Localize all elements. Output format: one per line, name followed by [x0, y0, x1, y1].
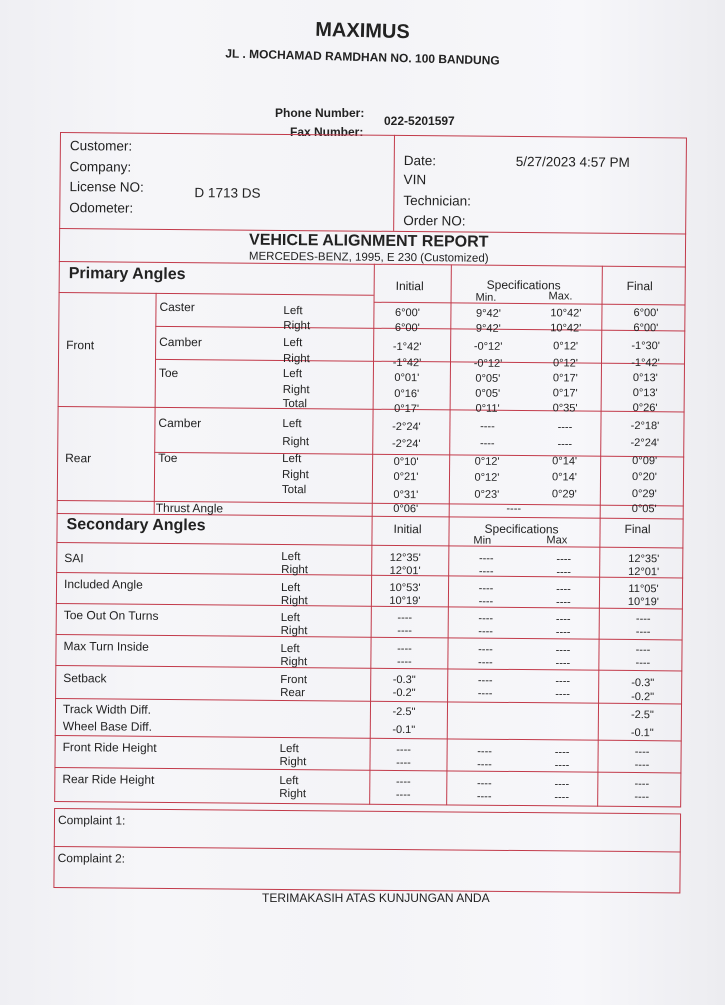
value-cell: -0°12'	[473, 340, 503, 353]
value-cell: 12°01'	[628, 565, 660, 579]
primary-angles-title: Primary Angles	[68, 265, 186, 284]
side-right: Right	[282, 352, 310, 366]
value-cell: ----	[478, 612, 494, 625]
side-right: Right	[280, 624, 308, 638]
value-cell: 10°19'	[627, 595, 659, 609]
value-cell: 0°09'	[632, 455, 658, 468]
col-min-2: Min	[473, 534, 492, 547]
side-left: Left	[283, 304, 303, 318]
value-cell: ----	[634, 746, 650, 759]
value-cell: 12°35'	[628, 552, 660, 566]
value-cell: 0°12'	[553, 340, 579, 353]
side-total: Total	[282, 397, 307, 411]
value-cell: ----	[396, 756, 411, 770]
side-right: Right	[282, 435, 310, 449]
value-cell: ----	[554, 746, 570, 759]
value-cell: ----	[635, 657, 651, 670]
value-cell: -0.2"	[631, 691, 655, 704]
side-left: Left	[282, 367, 303, 381]
value-cell: ----	[396, 743, 412, 757]
col-specifications-2: Specifications	[484, 521, 559, 537]
value-cell: ----	[634, 759, 650, 772]
value-cell: 0°23'	[474, 488, 500, 501]
value-cell: -2°24'	[391, 437, 421, 451]
toe-rear-label: Toe	[158, 450, 178, 466]
side-left: Left	[283, 336, 303, 350]
value-cell: 10°42'	[550, 307, 582, 320]
value-cell: ----	[478, 656, 493, 669]
value-cell: ----	[635, 613, 651, 626]
value-cell: 0°14'	[552, 471, 577, 484]
side-right: Right	[281, 563, 309, 577]
value-cell: ----	[478, 625, 494, 638]
value-cell: 0°17'	[552, 387, 578, 400]
value-cell: ----	[397, 642, 412, 656]
value-cell: -1°42'	[392, 340, 422, 354]
complaint-2-label: Complaint 2:	[57, 851, 126, 866]
value-cell: 6°00'	[633, 322, 659, 335]
side-left: Left	[279, 742, 299, 756]
value-cell: ----	[557, 438, 573, 451]
report-sheet	[53, 132, 690, 897]
value-cell: ----	[477, 674, 493, 687]
value-cell: -2°18'	[630, 419, 660, 433]
value-cell: -2°24'	[392, 420, 421, 434]
value-cell: 0°05'	[631, 503, 657, 516]
value-cell: 0°10'	[393, 455, 419, 469]
value-cell: ----	[395, 775, 411, 789]
side-front: Front	[280, 673, 308, 687]
report-title: VEHICLE ALIGNMENT REPORT	[248, 231, 489, 251]
side-right: Right	[280, 655, 308, 669]
value-cell: ----	[478, 552, 494, 565]
side-total: Total	[281, 483, 307, 497]
side-right: Right	[279, 755, 307, 769]
col-final-2: Final	[624, 521, 651, 537]
value-cell: 0°01'	[394, 371, 420, 385]
value-cell: 0°12'	[553, 357, 578, 370]
max-turn-label: Max Turn Inside	[63, 639, 149, 654]
value-cell: -1°30'	[631, 339, 660, 353]
front-ride-label: Front Ride Height	[62, 740, 157, 755]
side-left: Left	[282, 452, 302, 466]
value-cell: -1°42'	[631, 356, 660, 370]
value-cell: ----	[556, 583, 571, 596]
value-cell: ----	[556, 566, 572, 579]
value-cell: 0°13'	[632, 387, 658, 400]
value-cell: ----	[555, 626, 571, 639]
rear-ride-label: Rear Ride Height	[62, 772, 155, 787]
value-cell: 12°35'	[389, 551, 421, 565]
value-cell: ----	[556, 596, 571, 609]
fax-label: Fax Number:	[290, 125, 364, 139]
value-cell: 0°21'	[393, 470, 419, 484]
company-address: JL . MOCHAMAD RAMDHAN NO. 100 BANDUNG	[225, 46, 500, 68]
phone-number: 022-5201597	[384, 114, 455, 128]
date-value: 5/27/2023 4:57 PM	[515, 153, 630, 170]
value-cell: 0°35'	[552, 402, 578, 415]
value-cell: ----	[476, 777, 492, 790]
value-cell: ----	[635, 644, 651, 657]
company-name: MAXIMUS	[315, 18, 411, 44]
value-cell: ----	[478, 643, 493, 656]
date-label: Date:	[403, 153, 437, 169]
value-cell: 11°05'	[628, 582, 659, 596]
side-right: Right	[280, 594, 308, 608]
value-cell: 0°12'	[474, 455, 500, 468]
value-cell: ----	[635, 626, 651, 639]
value-cell: -2°24'	[630, 436, 660, 450]
value-cell: ----	[476, 790, 492, 803]
value-cell: ----	[506, 502, 522, 516]
value-cell: ----	[395, 788, 411, 802]
odometer-label: Odometer:	[69, 200, 134, 216]
value-cell: 0°16'	[394, 387, 420, 401]
side-right: Right	[279, 787, 307, 801]
side-left: Left	[281, 550, 301, 564]
side-left: Left	[280, 611, 301, 625]
value-cell: ----	[555, 688, 570, 701]
secondary-angles-title: Secondary Angles	[66, 516, 206, 535]
value-cell: ----	[479, 437, 495, 450]
camber-rear-label: Camber	[158, 415, 202, 431]
caster-label: Caster	[159, 299, 195, 315]
value-cell: 6°00'	[633, 307, 659, 320]
value-cell: 0°06'	[393, 502, 419, 516]
rear-label: Rear	[65, 451, 92, 466]
value-cell: 0°12'	[474, 471, 500, 484]
included-angle-label: Included Angle	[63, 577, 143, 592]
side-right: Right	[281, 468, 309, 482]
value-cell: 0°29'	[551, 488, 577, 501]
value-cell: 10°53'	[389, 581, 421, 595]
track-width-label: Track Width Diff.	[62, 702, 152, 717]
value-cell: -2.5"	[392, 705, 416, 719]
side-rear: Rear	[280, 686, 306, 700]
value-cell: 0°31'	[393, 488, 419, 502]
value-cell: ----	[554, 759, 570, 772]
value-cell: ----	[555, 657, 571, 670]
value-cell: ----	[634, 778, 650, 791]
value-cell: 6°00'	[394, 321, 420, 335]
value-cell: ----	[634, 791, 650, 804]
value-cell: -2.5"	[630, 709, 654, 722]
value-cell: -0.1"	[392, 723, 416, 737]
value-cell: ----	[397, 624, 413, 638]
front-label: Front	[66, 338, 95, 353]
value-cell: ----	[557, 421, 573, 434]
order-label: Order NO:	[403, 212, 466, 229]
value-cell: 10°19'	[389, 594, 421, 608]
technician-label: Technician:	[403, 192, 472, 209]
vin-label: VIN	[403, 172, 427, 188]
side-left: Left	[279, 774, 299, 788]
footer-thanks: TERIMAKASIH ATAS KUNJUNGAN ANDA	[262, 891, 490, 905]
vehicle-info: MERCEDES-BENZ, 1995, E 230 (Customized)	[248, 250, 489, 265]
sai-label: SAI	[64, 551, 84, 566]
value-cell: ----	[555, 613, 571, 626]
side-right: Right	[282, 383, 310, 397]
value-cell: 10°42'	[550, 322, 582, 335]
value-cell: 9°42'	[475, 307, 501, 320]
side-left: Left	[282, 417, 302, 431]
complaint-1-label: Complaint 1:	[57, 813, 126, 828]
col-initial-2: Initial	[393, 521, 422, 537]
value-cell: ----	[477, 758, 492, 771]
side-left: Left	[280, 642, 300, 656]
side-left: Left	[280, 581, 301, 595]
value-cell: -0.3"	[631, 677, 655, 690]
license-label: License NO:	[69, 179, 144, 195]
value-cell: ----	[477, 687, 493, 700]
value-cell: -0.3"	[392, 673, 416, 687]
value-cell: ----	[478, 565, 494, 578]
wheel-base-label: Wheel Base Diff.	[62, 719, 153, 734]
value-cell: -0.2"	[392, 686, 416, 700]
value-cell: ----	[555, 675, 571, 688]
value-cell: 0°17'	[552, 372, 578, 385]
col-initial: Initial	[395, 278, 424, 294]
value-cell: ----	[556, 553, 572, 566]
value-cell: ----	[480, 420, 495, 433]
value-cell: 0°26'	[632, 402, 658, 415]
license-value: D 1713 DS	[194, 185, 261, 201]
col-final: Final	[626, 278, 653, 294]
customer-label: Customer:	[69, 138, 133, 154]
value-cell: 0°05'	[475, 372, 501, 385]
value-cell: 0°11'	[475, 402, 500, 415]
value-cell: ----	[397, 611, 413, 625]
value-cell: -0°12'	[473, 357, 503, 370]
value-cell: 12°01'	[389, 564, 421, 578]
setback-label: Setback	[63, 671, 107, 686]
value-cell: 0°17'	[394, 402, 420, 416]
side-right: Right	[283, 319, 311, 333]
col-min: Min.	[475, 291, 497, 304]
value-cell: 0°13'	[632, 372, 658, 385]
value-cell: ----	[478, 595, 494, 608]
value-cell: -1°42'	[392, 356, 422, 370]
col-max: Max.	[548, 290, 573, 303]
col-specifications: Specifications	[486, 277, 561, 293]
value-cell: ----	[477, 745, 492, 758]
value-cell: ----	[554, 791, 570, 804]
value-cell: ----	[555, 644, 571, 657]
value-cell: -0.1"	[630, 727, 654, 740]
thrust-angle-label: Thrust Angle	[155, 500, 224, 516]
value-cell: ----	[554, 778, 570, 791]
toe-out-label: Toe Out On Turns	[63, 608, 159, 623]
value-cell: 0°20'	[632, 471, 657, 484]
value-cell: 0°14'	[552, 455, 578, 468]
phone-label: Phone Number:	[275, 106, 365, 120]
value-cell: 9°42'	[475, 322, 501, 335]
value-cell: 6°00'	[394, 306, 420, 320]
toe-front-label: Toe	[158, 365, 179, 381]
value-cell: ----	[478, 582, 494, 595]
camber-front-label: Camber	[159, 334, 202, 350]
value-cell: 0°05'	[475, 387, 501, 400]
value-cell: 0°29'	[631, 488, 657, 501]
col-max-2: Max	[546, 534, 568, 547]
company-label: Company:	[69, 159, 132, 175]
value-cell: ----	[397, 655, 412, 669]
